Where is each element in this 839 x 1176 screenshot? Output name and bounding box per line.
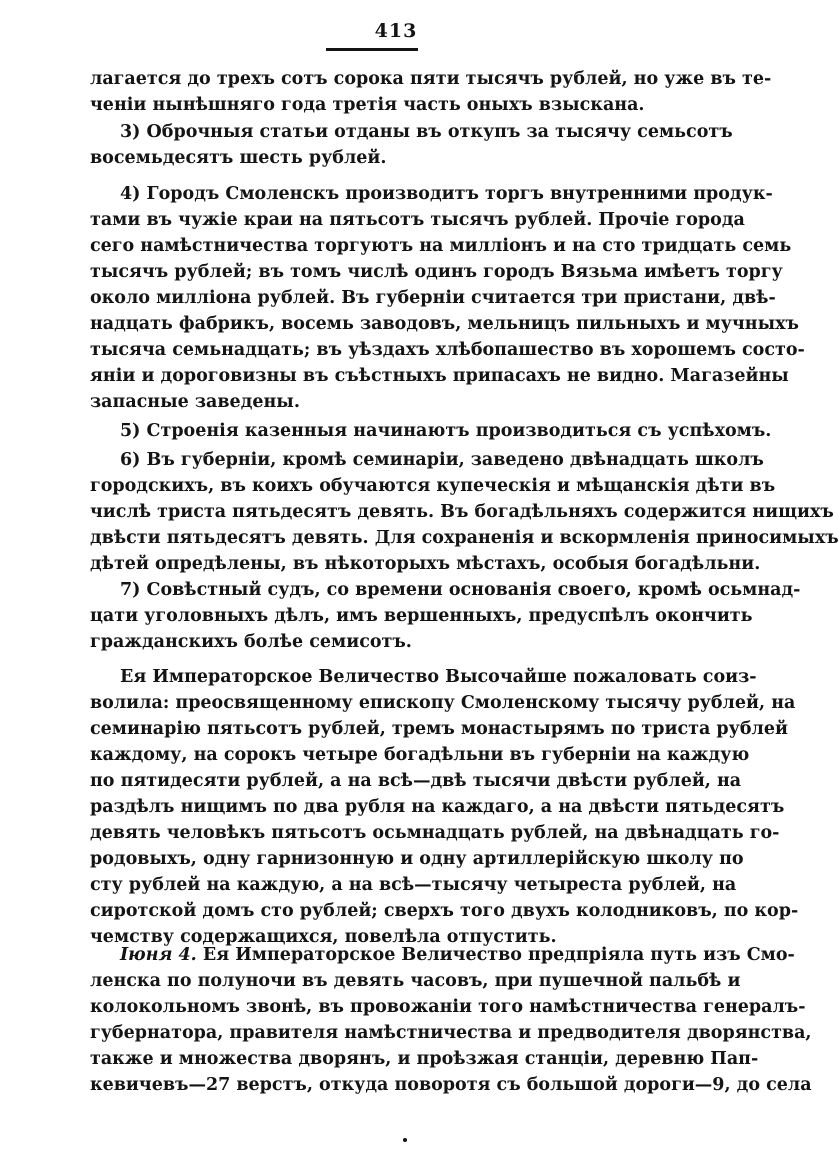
- text-line: 4) Городъ Смоленскъ производитъ торгъ внутренними продук-: [120, 184, 773, 204]
- text-line: городскихъ, въ коихъ обучаются купеческія и мѣщанскія дѣти въ: [90, 476, 776, 496]
- text-line: девять человѣкъ пятьсотъ осьмнадцать рублей, на двѣнадцать го-: [90, 823, 780, 843]
- text-line: семинарію пятьсотъ рублей, тремъ монастырямъ по триста рублей: [90, 719, 788, 739]
- text-line: кевичевъ—27 верстъ, откуда поворотя съ большой дороги—9, до села: [90, 1075, 812, 1095]
- text-line: по пятидесяти рублей, а на всѣ—двѣ тысячи двѣсти рублей, на: [90, 771, 742, 791]
- text-line: сиротской домъ сто рублей; сверхъ того двухъ колодниковъ, по кор-: [90, 901, 799, 921]
- text-line: 3) Оброчныя статьи отданы въ откупъ за тысячу семьсотъ: [120, 122, 733, 142]
- text-line: колокольномъ звонѣ, въ провожаніи того намѣстничества генералъ-: [90, 997, 806, 1017]
- page-number: 413: [374, 20, 418, 42]
- text-line: тысячъ рублей; въ томъ числѣ одинъ городъ Вязьма имѣетъ торгу: [90, 262, 783, 282]
- text-line: лагается до трехъ сотъ сорока пяти тысячъ рублей, но уже въ те-: [90, 69, 772, 89]
- text-line: гражданскихъ болѣе семисотъ.: [90, 632, 412, 652]
- text-line: 7) Совѣстный судъ, со времени основанія своего, кромѣ осьмнад-: [120, 580, 801, 600]
- text-line: около милліона рублей. Въ губерніи считается три пристани, двѣ-: [90, 288, 776, 308]
- text-line: сту рублей на каждую, а на всѣ—тысячу четыреста рублей, на: [90, 875, 737, 895]
- text-line: 5) Строенія казенныя начинаютъ производиться съ успѣхомъ.: [120, 421, 772, 441]
- page-number-rule: [326, 48, 418, 51]
- text-line: Іюня 4. Ея Императорское Величество предпріяла путь изъ Смо-: [120, 945, 795, 965]
- text-line: запасные заведены.: [90, 392, 300, 412]
- text-line: раздѣлъ нищимъ по два рубля на каждаго, а на двѣсти пятьдесятъ: [90, 797, 785, 817]
- text-line: также и множества дворянъ, и проѣзжая станціи, деревню Пап-: [90, 1049, 759, 1069]
- text-line: чемству содержащихся, повелѣла отпустить.: [90, 927, 557, 947]
- text-line: яніи и дороговизны въ съѣстныхъ припасахъ не видно. Магазейны: [90, 366, 789, 386]
- text-line: ченіи нынѣшняго года третія часть оныхъ взыскана.: [90, 95, 645, 115]
- text-line: ленска по полуночи въ девять часовъ, при пушечной пальбѣ и: [90, 971, 741, 991]
- text-line: дѣтей опредѣлены, въ нѣкоторыхъ мѣстахъ, особыя богадѣльни.: [90, 554, 761, 574]
- text-line: сего намѣстничества торгуютъ на милліонъ и на сто тридцать семь: [90, 236, 792, 256]
- text-line: губернатора, правителя намѣстничества и предводителя дворянства,: [90, 1023, 812, 1043]
- text-line: двѣсти пятьдесятъ девять. Для сохраненія и вскормленія приносимыхъ: [90, 528, 839, 548]
- text-line: тысяча семьнадцать; въ уѣздахъ хлѣбопашество въ хорошемъ состо-: [90, 340, 805, 360]
- text-line: родовыхъ, одну гарнизонную и одну артиллерійскую школу по: [90, 849, 744, 869]
- text-line: Ея Императорское Величество Высочайше пожаловать соиз-: [120, 667, 757, 687]
- text-line: восемьдесятъ шесть рублей.: [90, 148, 387, 168]
- text-line: 6) Въ губерніи, кромѣ семинаріи, заведено двѣнадцать школъ: [120, 450, 764, 470]
- bottom-dot: [403, 1138, 407, 1142]
- text-line: каждому, на сорокъ четыре богадѣльни въ губерніи на каждую: [90, 745, 750, 765]
- text-line: цати уголовныхъ дѣлъ, имъ вершенныхъ, предуспѣлъ окончить: [90, 606, 753, 626]
- text-line: тами въ чужіе краи на пятьсотъ тысячъ рублей. Прочіе города: [90, 210, 745, 230]
- text-line: надцать фабрикъ, восемь заводовъ, мельницъ пильныхъ и мучныхъ: [90, 314, 799, 334]
- text-line: числѣ триста пятьдесятъ девять. Въ богадѣльняхъ содержится нищихъ: [90, 502, 834, 522]
- text-line: волила: преосвященному епископу Смоленскому тысячу рублей, на: [90, 693, 796, 713]
